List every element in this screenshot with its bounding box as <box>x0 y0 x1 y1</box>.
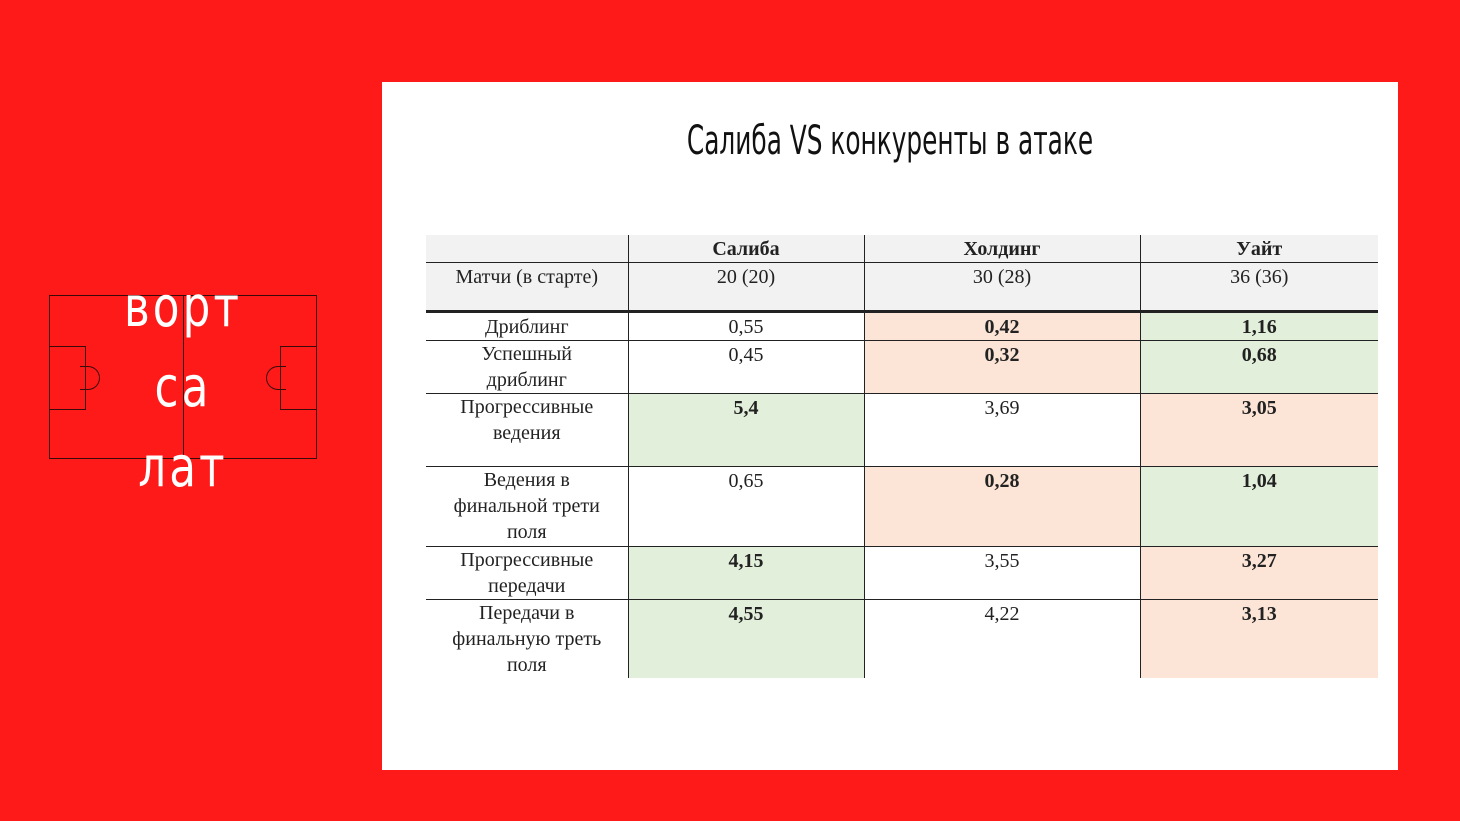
logo-line-1: ворт <box>123 275 243 340</box>
cell-value: 3,27 <box>1140 547 1378 600</box>
cell-value: 1,16 <box>1140 312 1378 341</box>
row-label: Прогрессивные передачи <box>426 547 628 600</box>
logo-line-2: са <box>154 355 212 420</box>
cell-value: 0,32 <box>864 341 1140 394</box>
logo <box>49 268 319 498</box>
logo-line-3: лат <box>138 435 228 500</box>
row-label: Успешный дриблинг <box>426 341 628 394</box>
cell-value: 4,55 <box>628 600 864 679</box>
cell-value: 3,55 <box>864 547 1140 600</box>
table-row <box>426 547 1378 600</box>
cell-value: 0,68 <box>1140 341 1378 394</box>
stats-table <box>426 235 1378 678</box>
cell-value: 0,42 <box>864 312 1140 341</box>
header-cell-holding: Холдинг <box>864 235 1140 263</box>
slide-card <box>382 82 1398 770</box>
row-label: Передачи в финальную треть поля <box>426 600 628 679</box>
cell-value: 0,28 <box>864 467 1140 547</box>
cell-value: 3,13 <box>1140 600 1378 679</box>
cell-value: 0,65 <box>628 467 864 547</box>
cell-value: 4,15 <box>628 547 864 600</box>
table-row <box>426 394 1378 467</box>
row-label: Прогрессивные ведения <box>426 394 628 467</box>
cell-value: 0,55 <box>628 312 864 341</box>
row-label: Дриблинг <box>426 312 628 341</box>
header-cell-empty <box>426 235 628 263</box>
row-label: Ведения в финальной трети поля <box>426 467 628 547</box>
table-row <box>426 312 1378 341</box>
table-row <box>426 467 1378 547</box>
cell-value: 4,22 <box>864 600 1140 679</box>
table-row <box>426 341 1378 394</box>
cell-value: 3,05 <box>1140 394 1378 467</box>
header-cell-white: Уайт <box>1140 235 1378 263</box>
table-header-row <box>426 235 1378 263</box>
cell-value: 5,4 <box>628 394 864 467</box>
cell-value: 1,04 <box>1140 467 1378 547</box>
table-row <box>426 263 1378 312</box>
cell-value: 36 (36) <box>1140 263 1378 312</box>
table-row <box>426 600 1378 679</box>
slide-title: Салиба VS конкуренты в атаке <box>686 118 1094 164</box>
row-label: Матчи (в старте) <box>426 263 628 312</box>
cell-value: 0,45 <box>628 341 864 394</box>
logo-text <box>78 268 287 508</box>
cell-value: 30 (28) <box>864 263 1140 312</box>
header-cell-saliba: Салиба <box>628 235 864 263</box>
cell-value: 3,69 <box>864 394 1140 467</box>
cell-value: 20 (20) <box>628 263 864 312</box>
